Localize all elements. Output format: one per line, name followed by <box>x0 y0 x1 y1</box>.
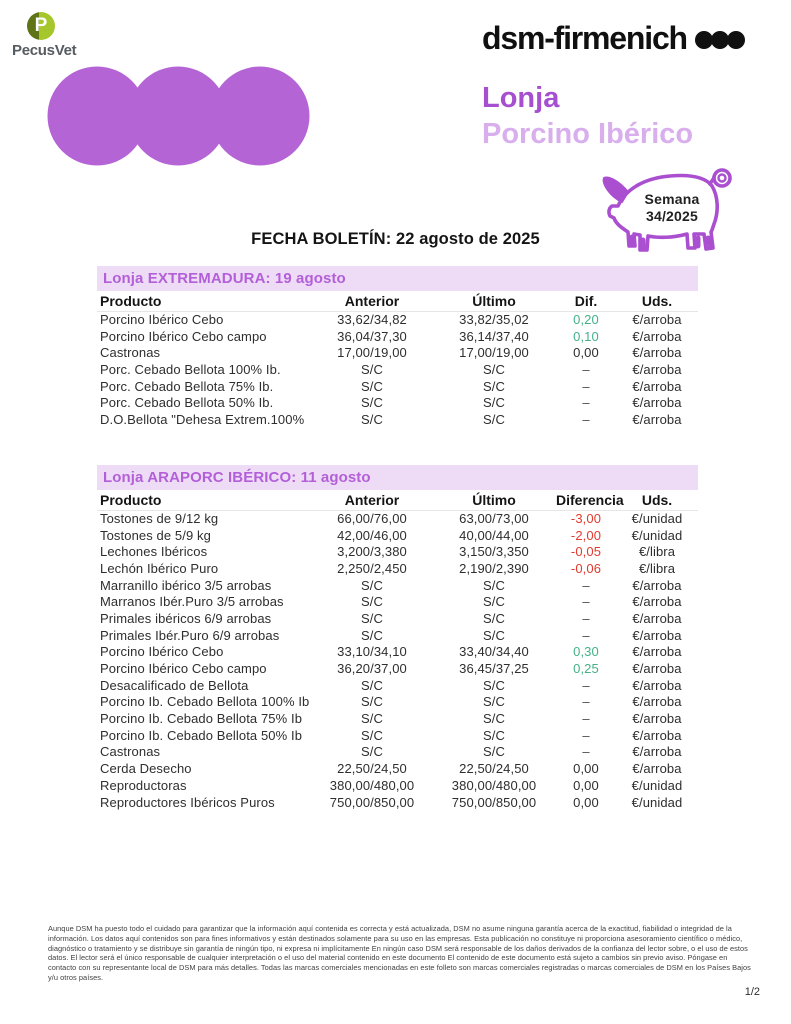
uds-cell: €/arroba <box>632 677 682 693</box>
anterior-cell: S/C <box>361 744 383 760</box>
product-cell: Porc. Cebado Bellota 50% Ib. <box>100 395 274 411</box>
anterior-cell: S/C <box>361 411 383 427</box>
table-row <box>97 560 698 577</box>
uds-cell: €/arroba <box>632 644 682 660</box>
table-row <box>97 794 698 811</box>
ultimo-cell: S/C <box>483 727 505 743</box>
ultimo-cell: S/C <box>483 361 505 377</box>
product-cell: Castronas <box>100 345 161 361</box>
dif-cell: – <box>582 361 590 377</box>
table-row <box>97 744 698 761</box>
dif-cell: – <box>582 594 590 610</box>
week-badge <box>626 191 718 225</box>
anterior-cell: S/C <box>361 627 383 643</box>
dif-cell: 0,00 <box>573 794 599 810</box>
ultimo-cell: 3,150/3,350 <box>459 544 529 560</box>
section-title-extremadura: Lonja EXTREMADURA: 19 agosto <box>97 266 698 291</box>
section-extremadura <box>97 266 698 428</box>
uds-cell: €/arroba <box>632 577 682 593</box>
product-cell: Porcino Ibérico Cebo <box>100 644 224 660</box>
table-row <box>97 394 698 411</box>
dif-cell: 0,00 <box>573 761 599 777</box>
ultimo-cell: S/C <box>483 610 505 626</box>
product-cell: Tostones de 9/12 kg <box>100 511 219 527</box>
dsm-dots-icon <box>694 30 746 50</box>
ultimo-cell: 63,00/73,00 <box>459 511 529 527</box>
section-title-araporc: Lonja ARAPORC IBÉRICO: 11 agosto <box>97 465 698 490</box>
price-table-extremadura <box>97 291 698 428</box>
table-row <box>97 344 698 361</box>
dif-cell: 0,30 <box>573 644 599 660</box>
table-row <box>97 411 698 428</box>
uds-cell: €/unidad <box>631 511 683 527</box>
product-cell: Desacalificado de Bellota <box>100 677 249 693</box>
ultimo-cell: S/C <box>483 395 505 411</box>
table-row <box>97 577 698 594</box>
table-row <box>97 543 698 560</box>
week-label: Semana <box>644 191 700 207</box>
ultimo-cell: 22,50/24,50 <box>459 761 529 777</box>
table-header-row <box>97 291 698 311</box>
dif-cell: 0,10 <box>573 328 599 344</box>
uds-cell: €/arroba <box>632 312 682 328</box>
dif-cell: – <box>582 744 590 760</box>
product-cell: Porcino Ibérico Cebo <box>100 312 224 328</box>
product-cell: Porc. Cebado Bellota 100% Ib. <box>100 361 281 377</box>
anterior-cell: 36,04/37,30 <box>337 328 407 344</box>
anterior-cell: S/C <box>361 577 383 593</box>
uds-cell: €/unidad <box>631 527 683 543</box>
anterior-cell: S/C <box>361 395 383 411</box>
ultimo-cell: S/C <box>483 677 505 693</box>
table-row <box>97 510 698 527</box>
dif-cell: 0,00 <box>573 345 599 361</box>
anterior-cell: S/C <box>361 677 383 693</box>
product-cell: Porcino Ib. Cebado Bellota 100% Ib <box>100 694 310 710</box>
dif-cell: – <box>582 694 590 710</box>
ultimo-cell: S/C <box>483 744 505 760</box>
product-cell: Castronas <box>100 744 161 760</box>
table-row <box>97 710 698 727</box>
dif-cell: – <box>582 395 590 411</box>
uds-cell: €/arroba <box>632 361 682 377</box>
page-title: Lonja <box>482 82 560 114</box>
dif-cell: – <box>582 711 590 727</box>
uds-cell: €/arroba <box>632 610 682 626</box>
table-row <box>97 593 698 610</box>
ultimo-cell: S/C <box>483 577 505 593</box>
ultimo-cell: 36,45/37,25 <box>459 661 529 677</box>
dsm-firmenich-logo-text: dsm-firmenich <box>482 20 687 56</box>
ultimo-cell: S/C <box>483 378 505 394</box>
uds-cell: €/arroba <box>632 694 682 710</box>
anterior-cell: S/C <box>361 361 383 377</box>
product-cell: Marranos Ibér.Puro 3/5 arrobas <box>100 594 284 610</box>
anterior-cell: 2,250/2,450 <box>337 560 407 576</box>
ultimo-cell: S/C <box>483 694 505 710</box>
product-cell: Porcino Ib. Cebado Bellota 75% Ib <box>100 711 303 727</box>
table-row <box>97 777 698 794</box>
product-cell: Reproductoras <box>100 777 187 793</box>
bulletin-date: FECHA BOLETÍN: 22 agosto de 2025 <box>251 230 540 248</box>
anterior-cell: 3,200/3,380 <box>337 544 407 560</box>
uds-cell: €/unidad <box>631 794 683 810</box>
uds-cell: €/libra <box>638 544 676 560</box>
ultimo-cell: 36,14/37,40 <box>459 328 529 344</box>
column-header-anterior: Anterior <box>312 291 432 311</box>
column-header-ultimo: Último <box>432 291 556 311</box>
dif-cell: – <box>582 610 590 626</box>
product-cell: Marranillo ibérico 3/5 arrobas <box>100 577 272 593</box>
column-header-uds: Uds. <box>616 490 698 510</box>
table-row <box>97 328 698 345</box>
uds-cell: €/arroba <box>632 761 682 777</box>
dif-cell: – <box>582 577 590 593</box>
legal-disclaimer: Aunque DSM ha puesto todo el cuidado para garantizar que la información aquí contenida es correcta y está actualizada, DSM no asume ninguna garantía acerca de la exactitud, fiabilidad o integridad de la información. Los datos aquí contenidos son para fines informativos y están destinados solamente para su uso en las empresas. Esta publicación no constituye ni proporciona asesoramiento científico o médico, diagnóstico o tratamiento y se distribuye sin garantía de ningún tipo, ni expresa ni implícitamente En ningún caso DSM será responsable de los daños derivados de la confianza del lector sobre, o el uso de estos datos. El lector será el único responsable de cualquier interpretación o el uso del material contenido en este documento El contenido de este documento está sujeto a cambios sin previo aviso. Póngase en contacto con su representante local de DSM para más detalles. Todas las marcas comerciales mencionadas en este folleto son marcas comerciales registradas o marcas comerciales de DSM en los Países Bajos y/u otros países. <box>48 924 751 982</box>
table-row <box>97 378 698 395</box>
product-cell: Porcino Ibérico Cebo campo <box>100 328 267 344</box>
ultimo-cell: S/C <box>483 627 505 643</box>
ultimo-cell: 17,00/19,00 <box>459 345 529 361</box>
anterior-cell: 66,00/76,00 <box>337 511 407 527</box>
uds-cell: €/arroba <box>632 627 682 643</box>
dif-cell: 0,00 <box>573 777 599 793</box>
table-row <box>97 760 698 777</box>
anterior-cell: S/C <box>361 594 383 610</box>
uds-cell: €/arroba <box>632 378 682 394</box>
uds-cell: €/libra <box>638 560 676 576</box>
uds-cell: €/arroba <box>632 345 682 361</box>
table-row <box>97 660 698 677</box>
product-cell: Primales ibéricos 6/9 arrobas <box>100 610 272 626</box>
product-cell: Cerda Desecho <box>100 761 192 777</box>
column-header-producto: Producto <box>97 490 312 510</box>
ultimo-cell: 33,82/35,02 <box>459 312 529 328</box>
anterior-cell: S/C <box>361 711 383 727</box>
table-row <box>97 311 698 328</box>
uds-cell: €/arroba <box>632 661 682 677</box>
table-row <box>97 677 698 694</box>
dif-cell: – <box>582 378 590 394</box>
product-cell: Reproductores Ibéricos Puros <box>100 794 275 810</box>
column-header-diferencia: Diferencia <box>556 490 616 510</box>
anterior-cell: 33,10/34,10 <box>337 644 407 660</box>
ultimo-cell: S/C <box>483 411 505 427</box>
section-araporc <box>97 465 698 810</box>
page-subtitle: Porcino Ibérico <box>482 118 694 150</box>
uds-cell: €/arroba <box>632 727 682 743</box>
dif-cell: -3,00 <box>570 511 602 527</box>
table-row <box>97 694 698 711</box>
ultimo-cell: 33,40/34,40 <box>459 644 529 660</box>
anterior-cell: 33,62/34,82 <box>337 312 407 328</box>
anterior-cell: 380,00/480,00 <box>329 777 415 793</box>
uds-cell: €/arroba <box>632 744 682 760</box>
dif-cell: – <box>582 677 590 693</box>
uds-cell: €/arroba <box>632 711 682 727</box>
table-row <box>97 727 698 744</box>
product-cell: Porc. Cebado Bellota 75% Ib. <box>100 378 274 394</box>
ultimo-cell: S/C <box>483 594 505 610</box>
ultimo-cell: 750,00/850,00 <box>451 794 537 810</box>
anterior-cell: 36,20/37,00 <box>337 661 407 677</box>
product-cell: Tostones de 5/9 kg <box>100 527 211 543</box>
column-header-ultimo: Último <box>432 490 556 510</box>
dif-cell: – <box>582 411 590 427</box>
anterior-cell: S/C <box>361 727 383 743</box>
anterior-cell: 42,00/46,00 <box>337 527 407 543</box>
page-number: 1/2 <box>744 986 760 998</box>
uds-cell: €/arroba <box>632 395 682 411</box>
pecusvet-logo-text: PecusVet <box>12 42 77 59</box>
ultimo-cell: S/C <box>483 711 505 727</box>
dif-cell: – <box>582 727 590 743</box>
anterior-cell: S/C <box>361 610 383 626</box>
anterior-cell: S/C <box>361 694 383 710</box>
product-cell: Porcino Ib. Cebado Bellota 50% Ib <box>100 727 303 743</box>
column-header-producto: Producto <box>97 291 312 311</box>
product-cell: D.O.Bellota "Dehesa Extrem.100% <box>100 411 305 427</box>
ultimo-cell: 40,00/44,00 <box>459 527 529 543</box>
table-row <box>97 361 698 378</box>
table-row <box>97 610 698 627</box>
uds-cell: €/arroba <box>632 411 682 427</box>
dif-cell: – <box>582 627 590 643</box>
table-row <box>97 627 698 644</box>
purple-circles-graphic <box>45 64 310 168</box>
table-header-row <box>97 490 698 510</box>
column-header-anterior: Anterior <box>312 490 432 510</box>
anterior-cell: 750,00/850,00 <box>329 794 415 810</box>
ultimo-cell: 380,00/480,00 <box>451 777 537 793</box>
uds-cell: €/unidad <box>631 777 683 793</box>
uds-cell: €/arroba <box>632 328 682 344</box>
pecusvet-logo-icon: P <box>27 12 55 40</box>
dif-cell: -2,00 <box>570 527 602 543</box>
anterior-cell: S/C <box>361 378 383 394</box>
price-table-araporc <box>97 490 698 810</box>
anterior-cell: 22,50/24,50 <box>337 761 407 777</box>
column-header-dif: Dif. <box>556 291 616 311</box>
week-value: 34/2025 <box>645 208 698 224</box>
dif-cell: -0,06 <box>570 560 602 576</box>
product-cell: Lechón Ibérico Puro <box>100 560 219 576</box>
uds-cell: €/arroba <box>632 594 682 610</box>
product-cell: Primales Ibér.Puro 6/9 arrobas <box>100 627 280 643</box>
product-cell: Lechones Ibéricos <box>100 544 208 560</box>
dif-cell: 0,25 <box>573 661 599 677</box>
anterior-cell: 17,00/19,00 <box>337 345 407 361</box>
table-row <box>97 644 698 661</box>
ultimo-cell: 2,190/2,390 <box>459 560 529 576</box>
dif-cell: -0,05 <box>570 544 602 560</box>
column-header-uds: Uds. <box>616 291 698 311</box>
table-row <box>97 527 698 544</box>
product-cell: Porcino Ibérico Cebo campo <box>100 661 267 677</box>
dif-cell: 0,20 <box>573 312 599 328</box>
